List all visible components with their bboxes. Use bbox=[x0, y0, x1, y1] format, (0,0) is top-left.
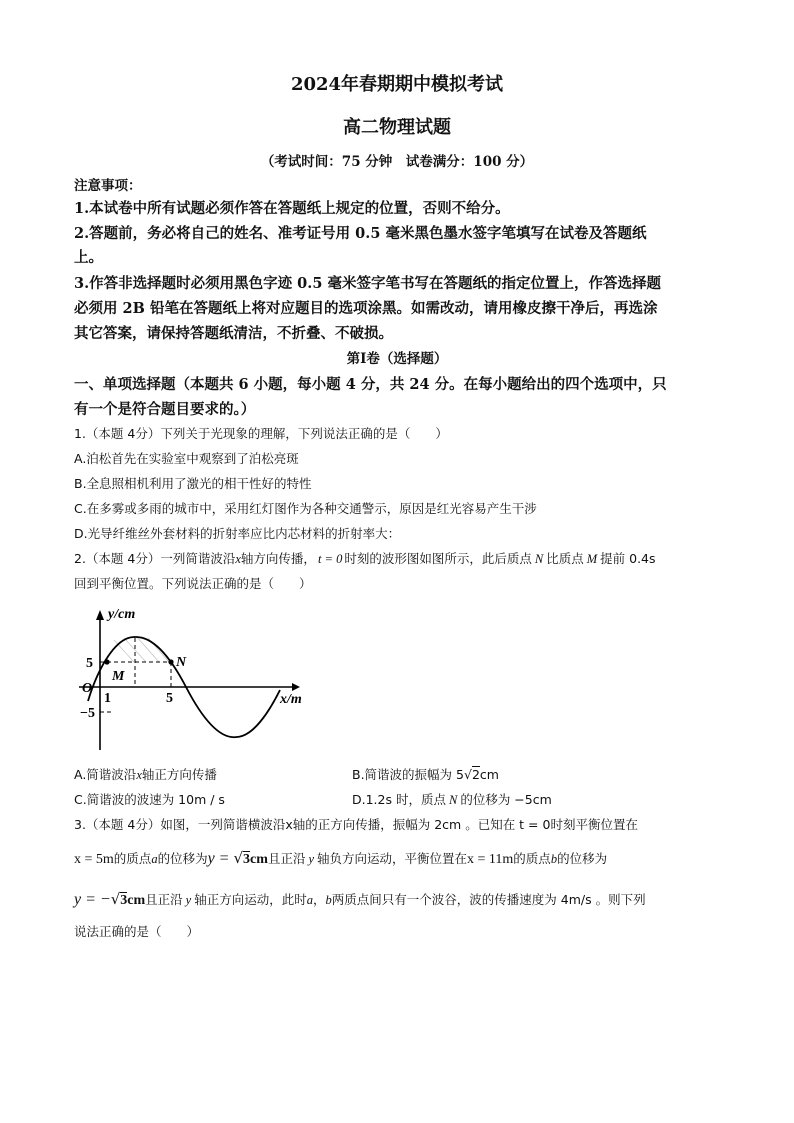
question-2-option-c: C.简谐波的波速为 10m / s bbox=[74, 792, 225, 807]
exam-info: （考试时间：75 分钟 试卷满分：100 分） bbox=[260, 154, 534, 170]
notes-heading: 注意事项： bbox=[74, 178, 142, 194]
x-tick-1: 1 bbox=[104, 691, 111, 706]
question-1-option-c: C.在多雾或多雨的城市中，采用红灯图作为各种交通警示，原因是红光容易产生干涉 bbox=[74, 501, 537, 516]
note-2-line-2: 上。 bbox=[74, 249, 103, 266]
volume-title: 第Ⅰ卷（选择题） bbox=[346, 351, 448, 367]
question-1-option-a: A.泊松首先在实验室中观察到了泊松亮斑 bbox=[74, 451, 299, 466]
note-2-line-1: 2.答题前，务必将自己的姓名、准考证号用 0.5 毫米黑色墨水签字笔填写在试卷及答题纸 bbox=[74, 225, 647, 242]
question-2-stem-line-2: 回到平衡位置。下列说法正确的是（ ） bbox=[74, 576, 312, 591]
point-n-label: N bbox=[176, 655, 187, 670]
question-2-option-b: B.简谐波的振幅为 5√2cm bbox=[352, 767, 499, 782]
question-2-stem-line-1: 2.（本题 4分）一列简谐波沿x轴方向传播， t = 0 时刻的波形图如图所示，此后质点 N 比质点 M 提前 0.4s bbox=[74, 551, 656, 566]
section-heading-line-2: 有一个是符合题目要求的。） bbox=[74, 401, 256, 418]
question-3-line-2: x = 5m的质点a的位移为y = √3cm且正沿 y 轴负方向运动，平衡位置在x = 11m的质点b的位移为 bbox=[74, 849, 608, 867]
subject-title: 高二物理试题 bbox=[343, 117, 451, 138]
question-3-line-1: 3.（本题 4分）如图，一列简谐横波沿x轴的正方向传播，振幅为 2cm 。已知在 t = 0时刻平衡位置在 bbox=[74, 817, 638, 832]
question-1-option-b: B.全息照相机利用了激光的相干性好的特性 bbox=[74, 476, 312, 491]
section-heading-line-1: 一、单项选择题（本题共 6 小题，每小题 4 分，共 24 分。在每小题给出的四个选项中，只 bbox=[74, 376, 667, 393]
question-3-line-4: 说法正确的是（ ） bbox=[74, 924, 200, 939]
y-tick-5: 5 bbox=[86, 656, 93, 671]
question-3-line-3: y = −√3cm且正沿 y 轴正方向运动，此时a，b两质点间只有一个波谷，波的传播速度为 4m/s 。则下列 bbox=[74, 890, 646, 908]
x-axis-label: x/m bbox=[280, 692, 302, 707]
point-n-dot bbox=[168, 659, 173, 664]
note-3-line-2: 必须用 2B 铅笔在答题纸上将对应题目的选项涂黑。如需改动，请用橡皮擦干净后，再选涂 bbox=[74, 300, 658, 317]
y-tick-minus-5: −5 bbox=[80, 706, 95, 721]
origin-label: O bbox=[82, 681, 93, 696]
question-1-option-d: D.光导纤维丝外套材料的折射率应比内芯材料的折射率大： bbox=[74, 526, 401, 541]
note-1: 1.本试卷中所有试题必须作答在答题纸上规定的位置，否则不给分。 bbox=[74, 200, 510, 217]
question-1-stem: 1.（本题 4分）下列关于光现象的理解，下列说法正确的是（ ） bbox=[74, 426, 448, 441]
note-3-line-3: 其它答案，请保持答题纸清洁，不折叠、不破损。 bbox=[74, 325, 393, 342]
x-tick-5: 5 bbox=[166, 691, 173, 706]
question-2-option-a: A.简谐波沿x轴正方向传播 bbox=[74, 767, 217, 782]
point-m-dot bbox=[104, 659, 109, 664]
note-3-line-1: 3.作答非选择题时必须用黑色字迹 0.5 毫米签字笔书写在答题纸的指定位置上，作答选择题 bbox=[74, 275, 661, 292]
point-m-label: M bbox=[112, 669, 125, 684]
y-axis-label: y/cm bbox=[108, 607, 136, 622]
page-title: 2024年春期期中模拟考试 bbox=[290, 74, 504, 95]
wave-graph bbox=[74, 600, 314, 755]
question-2-option-d: D.1.2s 时，质点 N 的位移为 −5cm bbox=[352, 792, 552, 807]
